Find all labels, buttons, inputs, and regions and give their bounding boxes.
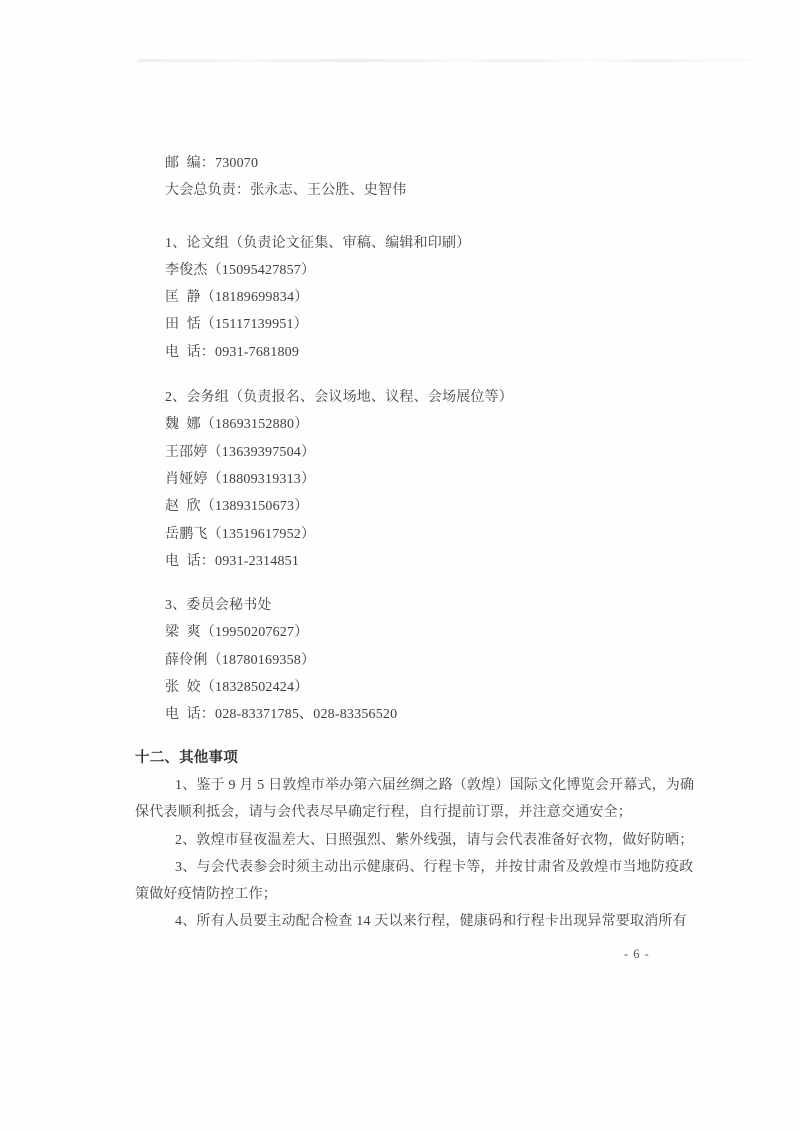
group-3-member-line: 梁 爽（19950207627）	[165, 625, 309, 641]
document-body	[135, 150, 695, 936]
group-3-member-line: 薛伶俐（18780169358）	[165, 652, 316, 668]
group-2-member-line: 肖娅婷（18809319313）	[165, 471, 316, 487]
section-other-heading: 十二、其他事项	[135, 749, 238, 766]
other-item-wrap-line: 保代表顺利抵会，请与会代表尽早确定行程，自行提前订票，并注意交通安全；	[135, 805, 632, 821]
other-item-line: 1、鉴于 9 月 5 日敦煌市举办第六届丝绸之路（敦煌）国际文化博览会开幕式，为确	[175, 777, 695, 793]
postal-code-line: 邮 编：730070	[165, 156, 259, 171]
group-1-title: 1、论文组（负责论文征集、审稿、编辑和印刷）	[165, 235, 471, 251]
page-number: - 6 -	[624, 947, 650, 961]
blank-gap	[135, 205, 665, 230]
blank-gap	[135, 729, 665, 745]
group-1-phone-line: 电 话：0931-7681809	[165, 344, 300, 360]
group-2-title: 2、会务组（负责报名、会议场地、议程、会场展位等）	[165, 390, 513, 406]
group-2-member-line: 王邵婷（13639397504）	[165, 444, 316, 460]
group-2-phone-line: 电 话：0931-2314851	[165, 553, 300, 569]
group-2-member-line: 赵 欣（13893150673）	[165, 499, 309, 515]
other-item-line: 2、敦煌市昼夜温差大、日照强烈、紫外线强，请与会代表准备好衣物，做好防晒；	[175, 832, 694, 848]
other-item-line: 3、与会代表参会时须主动出示健康码、行程卡等，并按甘肃省及敦煌市当地防疫政	[175, 859, 694, 875]
other-item-line: 4、所有人员要主动配合检查 14 天以来行程，健康码和行程卡出现异常要取消所有	[175, 914, 687, 930]
blank-gap	[135, 575, 665, 592]
scan-artifact-line	[138, 59, 758, 62]
conference-leads-line: 大会总负责：张永志、王公胜、史智伟	[165, 183, 407, 199]
group-3-member-line: 张 姣（18328502424）	[165, 680, 309, 696]
blank-gap	[135, 366, 665, 384]
group-3-title: 3、委员会秘书处	[165, 598, 272, 614]
group-2-member-line: 岳鹏飞（13519617952）	[165, 526, 316, 542]
group-3-phone-line: 电 话：028-83371785、028-83356520	[165, 707, 398, 723]
group-1-member-line: 田 恬（15117139951）	[165, 317, 308, 333]
other-item-wrap-line: 策做好疫情防控工作；	[135, 887, 277, 903]
group-1-member-line: 匡 静（18189699834）	[165, 290, 309, 306]
group-1-member-line: 李俊杰（15095427857）	[165, 262, 316, 278]
group-2-member-line: 魏 娜（18693152880）	[165, 417, 309, 433]
